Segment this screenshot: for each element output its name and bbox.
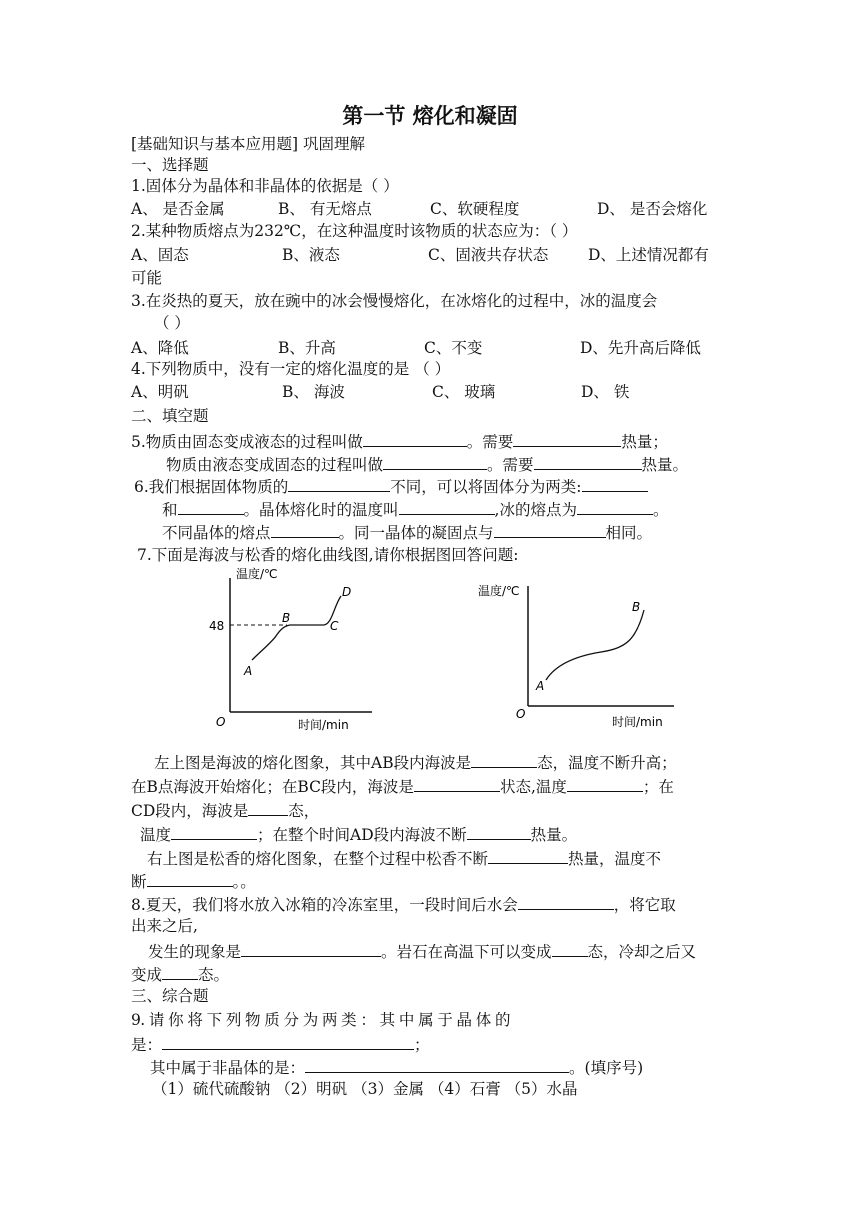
q8-blank-1[interactable]	[518, 893, 614, 910]
q5-text-6: 热量。	[641, 456, 689, 474]
q4-option-d: D、 铁	[581, 383, 630, 401]
left-y-tick-48: 48	[209, 619, 225, 633]
q7-text-9: ；在整个时间AD段内海波不断	[257, 826, 467, 844]
q9-blank-2[interactable]	[305, 1056, 569, 1073]
q8-text-6: 变成	[131, 966, 163, 984]
q7-blank-4[interactable]	[248, 799, 288, 816]
q6-line2	[162, 498, 668, 520]
q7-text-6: CD段内，海波是	[131, 802, 249, 820]
q2-option-b: B、液态	[282, 246, 340, 264]
q8-blank-2[interactable]	[241, 940, 381, 957]
q7-blank-5[interactable]	[171, 823, 257, 840]
q8-line2: 出来之后,	[131, 917, 198, 935]
q6-text-4: 。晶体熔化时的温度叫	[243, 501, 399, 519]
q5-line1	[131, 430, 668, 452]
q7-text-14: 。。	[232, 873, 256, 891]
q1-stem: 1.固体分为晶体和非晶体的依据是（ ）	[131, 177, 399, 195]
songxiang-curve	[546, 610, 644, 680]
q4-option-c: C、 玻璃	[432, 383, 496, 401]
q9-text-4: 。(填序号)	[569, 1059, 644, 1077]
q7-blank-2[interactable]	[414, 775, 500, 792]
q5-blank-3[interactable]	[383, 453, 487, 470]
q5-text-5: 。需要	[487, 456, 534, 474]
q9-line3	[150, 1056, 643, 1078]
q9-blank-1[interactable]	[162, 1033, 414, 1050]
q6-text-5: ,冰的熔点为	[494, 501, 577, 519]
q7-text-11: 右上图是松香的熔化图象，在整个过程中松香不断	[147, 850, 489, 868]
q7-blank-7[interactable]	[488, 847, 568, 864]
right-origin: O	[516, 707, 526, 721]
q3-option-b: B、升高	[278, 339, 336, 357]
q5-blank-4[interactable]	[534, 453, 642, 470]
q2-stem: 2.某种物质熔点为232℃，在这种温度时该物质的状态应为：（ ）	[131, 222, 578, 240]
haibo-curve	[252, 596, 341, 660]
q3-option-a: A、降低	[131, 339, 189, 357]
q6-blank-3[interactable]	[178, 498, 244, 515]
q7-text-10: 热量。	[530, 826, 578, 844]
q8-text-7: 态。	[198, 966, 230, 984]
q8-text-4: 。岩石在高温下可以变成	[381, 943, 552, 961]
q7-text-4: 状态,温度	[499, 778, 567, 796]
section-fill: 二、填空题	[131, 407, 209, 425]
q6-text-6: 。	[652, 501, 669, 519]
q5-text-4: 物质由液态变成固态的过程叫做	[166, 456, 384, 474]
right-ylabel: 温度/℃	[478, 584, 520, 598]
q7-para2	[131, 775, 674, 797]
q3-option-d: D、先升高后降低	[580, 339, 701, 357]
q5-blank-1[interactable]	[363, 430, 467, 447]
q7-text-2: 态，温度不断升高；	[537, 754, 677, 772]
q3-paren: （ ）	[154, 314, 190, 332]
q8-text-5: 态，冷却之后又	[587, 943, 697, 961]
q5-line2	[166, 453, 688, 475]
q6-blank-1[interactable]	[288, 475, 390, 492]
section-comprehensive: 三、综合题	[131, 987, 209, 1005]
q6-line1	[134, 475, 648, 497]
q7-para6	[131, 870, 256, 892]
q6-text-2: 不同，可以将固体分为两类:	[390, 478, 582, 496]
q6-blank-4[interactable]	[399, 498, 495, 515]
q6-blank-2[interactable]	[582, 475, 648, 492]
right-xlabel: 时间/min	[612, 715, 663, 729]
q2-option-d-cont: 可能	[131, 269, 163, 287]
left-point-b: B	[282, 611, 291, 625]
q7-text-8: 温度	[140, 826, 172, 844]
q9-text-2: ；	[414, 1036, 430, 1054]
q7-blank-8[interactable]	[147, 870, 233, 887]
q5-text-2: 。需要	[466, 433, 514, 451]
left-point-c: C	[330, 619, 339, 633]
q3-option-c: C、不变	[424, 339, 483, 357]
q7-para4	[140, 823, 577, 845]
haibo-melting-graph	[200, 566, 380, 736]
q8-line4	[131, 963, 229, 985]
q2-option-c: C、固液共存状态	[428, 246, 549, 264]
q4-option-a: A、明矾	[131, 383, 189, 401]
q3-stem: 3.在炎热的夏天，放在豌中的冰会慢慢熔化，在冰熔化的过程中，冰的温度会	[131, 292, 658, 310]
page-title: 第一节 熔化和凝固	[342, 104, 518, 128]
q7-text-13: 断	[131, 873, 147, 891]
q8-line1	[131, 893, 676, 915]
q6-blank-5[interactable]	[577, 498, 653, 515]
q2-option-a: A、固态	[131, 246, 189, 264]
q7-para1	[154, 751, 677, 773]
q5-text-3: 热量；	[621, 433, 668, 451]
q6-text-9: 相同。	[605, 524, 653, 542]
left-origin: O	[216, 715, 226, 729]
q1-option-a: A、 是否金属	[131, 200, 225, 218]
q9-text-1: 是：	[131, 1036, 163, 1054]
right-point-a: A	[536, 679, 545, 693]
q8-line3	[148, 940, 696, 962]
q7-blank-1[interactable]	[471, 751, 537, 768]
q4-stem: 4.下列物质中，没有一定的熔化温度的是 （ ）	[131, 360, 451, 378]
left-xlabel: 时间/min	[298, 718, 349, 732]
q2-option-d: D、上述情况都有	[588, 246, 709, 264]
q7-para3	[131, 799, 319, 821]
q8-text-2: ，将它取	[613, 896, 676, 914]
q7-stem: 7.下面是海波与松香的熔化曲线图,请你根据图回答问题:	[137, 546, 519, 564]
q7-para5	[147, 847, 661, 869]
q8-text-1: 8.夏天，我们将水放入冰箱的冷冻室里，一段时间后水会	[131, 896, 518, 914]
q7-text-3: 在B点海波开始熔化；在BC段内，海波是	[131, 778, 414, 796]
q7-blank-3[interactable]	[567, 775, 643, 792]
left-point-a: A	[244, 664, 253, 678]
subtitle: [基础知识与基本应用题] 巩固理解	[131, 135, 366, 153]
q7-text-1: 左上图是海波的熔化图象，其中AB段内海波是	[154, 754, 472, 772]
q4-option-b: B、 海波	[282, 383, 345, 401]
q7-text-12: 热量，温度不	[568, 850, 662, 868]
q7-blank-6[interactable]	[467, 823, 531, 840]
q7-text-7: 态，	[288, 802, 320, 820]
q6-blank-6[interactable]	[271, 521, 339, 538]
q1-option-b: B、 有无熔点	[278, 200, 372, 218]
q6-line3	[162, 521, 652, 543]
q9-text-3: 其中属于非晶体的是：	[150, 1059, 306, 1077]
songxiang-melting-graph	[476, 578, 686, 738]
section-choice: 一、选择题	[131, 156, 209, 174]
q5-blank-2[interactable]	[513, 430, 621, 447]
q6-text-7: 不同晶体的熔点	[162, 524, 271, 542]
q9-line1: 9. 请 你 将 下 列 物 质 分 为 两 类 ： 其 中 属 于 晶 体 的	[131, 1011, 510, 1029]
q6-text-8: 。同一晶体的凝固点与	[338, 524, 494, 542]
q6-text-1: 6.我们根据固体物质的	[134, 478, 289, 496]
q1-option-c: C、软硬程度	[430, 200, 520, 218]
q5-text-1: 5.物质由固态变成液态的过程叫做	[131, 433, 363, 451]
q9-line2	[131, 1033, 430, 1055]
q6-text-3: 和	[162, 501, 178, 519]
q8-text-3: 发生的现象是	[148, 943, 242, 961]
q7-text-5: ；在	[642, 778, 674, 796]
q6-blank-7[interactable]	[494, 521, 606, 538]
left-ylabel: 温度/℃	[236, 567, 278, 581]
q9-options: （1）硫代硫酸钠 （2）明矾 （3）金属 （4）石膏 （5）水晶	[152, 1080, 578, 1098]
q1-option-d: D、 是否会熔化	[597, 200, 708, 218]
left-point-d: D	[342, 585, 352, 599]
q8-blank-4[interactable]	[162, 963, 198, 980]
q8-blank-3[interactable]	[552, 940, 588, 957]
right-point-b: B	[632, 600, 641, 614]
